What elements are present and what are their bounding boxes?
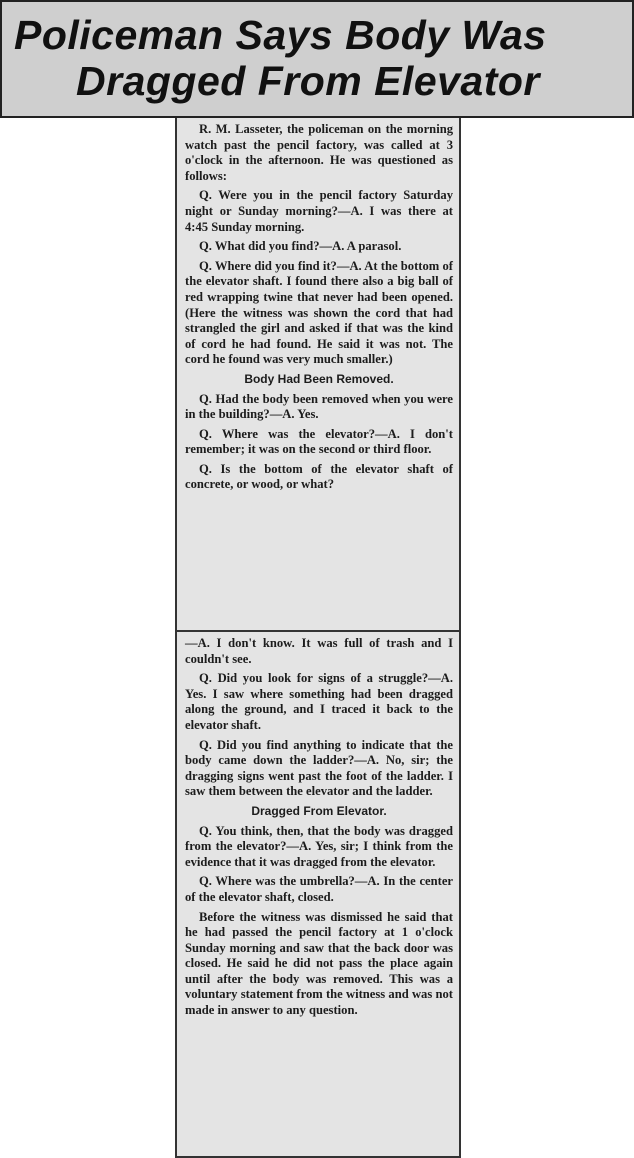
paragraph: R. M. Lasseter, the policeman on the morning watch past the pencil factory, was called at 3 o'clock in the afternoon. He was questioned as follows: xyxy=(185,122,453,183)
headline-line-2: Dragged From Elevator xyxy=(76,58,540,104)
subheading: Body Had Been Removed. xyxy=(244,371,394,386)
subheading: Dragged From Elevator. xyxy=(251,803,387,818)
headline-line-1: Policeman Says Body Was xyxy=(14,12,547,58)
paragraph: Q. You think, then, that the body was dragged from the elevator?—A. Yes, sir; I think from the evidence that it was dragged from the elevator. xyxy=(185,823,453,869)
article-column-bottom xyxy=(175,632,461,1158)
headline xyxy=(12,12,626,104)
paragraph: Q. Where was the elevator?—A. I don't remember; it was on the second or third floor. xyxy=(185,426,453,457)
paragraph: Q. Did you find anything to indicate that the body came down the ladder?—A. No, sir; the dragging signs went past the foot of the ladder. I saw them between the elevator and the ladder. xyxy=(185,737,453,799)
paragraph: Q. Is the bottom of the elevator shaft of concrete, or wood, or what? xyxy=(185,461,453,492)
paragraph: Q. Where did you find it?—A. At the bottom of the elevator shaft. I found there also a big ball of red wrapping twine that never had been opened. (Here the witness was shown the cord that had strangled the girl and asked if that was the kind of cord he had found. He said it was not. The cord he found was very much smaller.) xyxy=(185,258,453,367)
paragraph: —A. I don't know. It was full of trash and I couldn't see. xyxy=(185,636,453,666)
headline-box xyxy=(0,0,634,118)
paragraph: Q. Did you look for signs of a struggle?—A. Yes. I saw where something had been dragged along the ground, and I traced it back to the elevator shaft. xyxy=(185,671,453,732)
paragraph: Q. Were you in the pencil factory Saturday night or Sunday morning?—A. I was there at 4:45 Sunday morning. xyxy=(185,188,453,234)
paragraph: Before the witness was dismissed he said that he had passed the pencil factory at 1 o'clock Sunday morning and saw that the back door was closed. He said he did not pass the place again until after the body was removed. This was a voluntary statement from the witness and was not made in answer to any question. xyxy=(185,909,453,1018)
paragraph: Q. Where was the umbrella?—A. In the center of the elevator shaft, closed. xyxy=(185,874,453,904)
article-column-top xyxy=(175,118,461,632)
paragraph: Q. Had the body been removed when you were in the building?—A. Yes. xyxy=(185,391,453,422)
paragraph: Q. What did you find?—A. A parasol. xyxy=(199,239,402,254)
